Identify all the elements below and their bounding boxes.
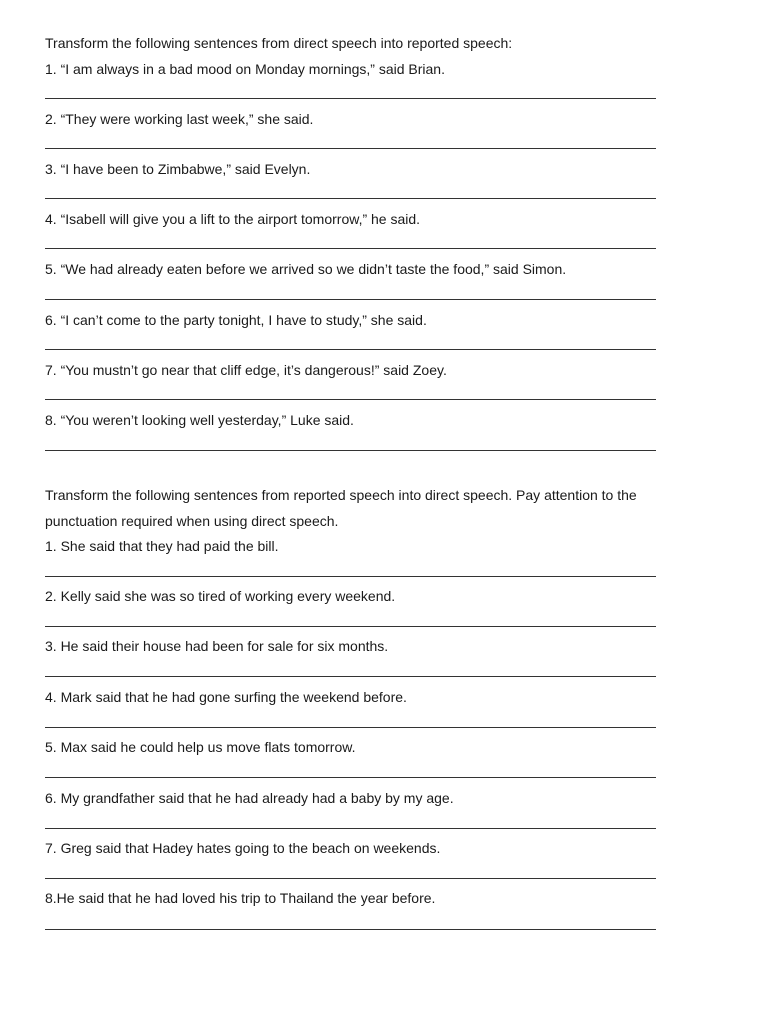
section2-instruction-line1: Transform the following sentences from reported speech into direct speech. Pay attention to the xyxy=(45,487,637,503)
answer-line-1-4[interactable] xyxy=(45,248,656,249)
section2-item-2: 2. Kelly said she was so tired of working every weekend. xyxy=(45,588,396,604)
section1-item-2: 2. “They were working last week,” she said. xyxy=(45,111,314,127)
section1-instruction: Transform the following sentences from direct speech into reported speech: xyxy=(45,35,513,51)
section1-item-6: 6. “I can’t come to the party tonight, I have to study,” she said. xyxy=(45,312,427,328)
answer-line-2-2[interactable] xyxy=(45,626,656,627)
answer-line-2-8[interactable] xyxy=(45,929,656,930)
section2-item-4: 4. Mark said that he had gone surfing the weekend before. xyxy=(45,689,407,705)
answer-line-2-1[interactable] xyxy=(45,576,656,577)
section2-instruction-line2: punctuation required when using direct speech. xyxy=(45,513,339,529)
section1-item-3: 3. “I have been to Zimbabwe,” said Evelyn. xyxy=(45,161,311,177)
section1-item-7: 7. “You mustn’t go near that cliff edge, it’s dangerous!” said Zoey. xyxy=(45,362,447,378)
answer-line-1-2[interactable] xyxy=(45,148,656,149)
section1-item-4: 4. “Isabell will give you a lift to the airport tomorrow,” he said. xyxy=(45,211,421,227)
answer-line-1-8[interactable] xyxy=(45,450,656,451)
answer-line-2-4[interactable] xyxy=(45,727,656,728)
section2-item-1: 1. She said that they had paid the bill. xyxy=(45,538,279,554)
answer-line-2-5[interactable] xyxy=(45,777,656,778)
answer-line-2-3[interactable] xyxy=(45,676,656,677)
section2-item-3: 3. He said their house had been for sale for six months. xyxy=(45,638,389,654)
answer-line-1-1[interactable] xyxy=(45,98,656,99)
section2-item-7: 7. Greg said that Hadey hates going to the beach on weekends. xyxy=(45,840,441,856)
section2-item-6: 6. My grandfather said that he had already had a baby by my age. xyxy=(45,790,454,806)
answer-line-1-6[interactable] xyxy=(45,349,656,350)
answer-line-1-3[interactable] xyxy=(45,198,656,199)
section1-item-1: 1. “I am always in a bad mood on Monday mornings,” said Brian. xyxy=(45,61,445,77)
section2-item-5: 5. Max said he could help us move flats tomorrow. xyxy=(45,739,356,755)
section1-item-8: 8. “You weren’t looking well yesterday,” Luke said. xyxy=(45,412,354,428)
answer-line-1-5[interactable] xyxy=(45,299,656,300)
section2-item-8: 8.He said that he had loved his trip to Thailand the year before. xyxy=(45,890,436,906)
section1-item-5: 5. “We had already eaten before we arrived so we didn’t taste the food,” said Simon. xyxy=(45,261,567,277)
answer-line-2-6[interactable] xyxy=(45,828,656,829)
answer-line-1-7[interactable] xyxy=(45,399,656,400)
answer-line-2-7[interactable] xyxy=(45,878,656,879)
